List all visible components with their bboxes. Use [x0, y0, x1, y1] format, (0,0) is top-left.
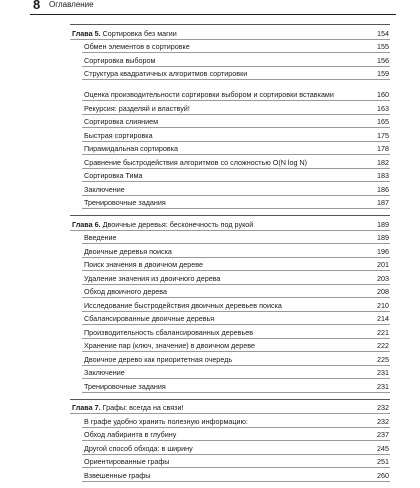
- toc-entry[interactable]: [82, 258, 390, 272]
- entry-page: 231: [377, 368, 389, 377]
- chapter-section: [70, 24, 390, 209]
- entry-page: 159: [377, 69, 389, 78]
- entry-title: В графе удобно хранить полезную информацию:: [84, 416, 248, 426]
- entry-page: 214: [377, 314, 389, 323]
- toc-entry[interactable]: [82, 80, 390, 101]
- entry-page: 165: [377, 117, 389, 126]
- entry-page: 245: [377, 443, 389, 453]
- chapter-label: Глава 7.: [72, 403, 101, 412]
- toc-entry[interactable]: [82, 128, 390, 142]
- entry-title: Тренировочные задания: [84, 381, 166, 391]
- toc-entry[interactable]: [82, 468, 390, 482]
- toc-entry[interactable]: [82, 366, 390, 380]
- entry-title: Обмен элементов в сортировке: [84, 42, 190, 51]
- page-header: [30, 0, 396, 15]
- toc-entry[interactable]: [82, 379, 390, 393]
- toc-entry[interactable]: [82, 115, 390, 129]
- entry-page: 251: [377, 457, 389, 466]
- entry-page: 222: [377, 341, 389, 350]
- chapter-name: Графы: всегда на связи!: [100, 403, 184, 412]
- entry-title: Обход двоичного дерева: [84, 287, 168, 296]
- entry-title: Сравнение быстродействия алгоритмов со сложностью O(N log N): [84, 157, 308, 167]
- entry-page: 187: [377, 198, 389, 207]
- toc-entry[interactable]: [82, 352, 390, 366]
- toc-entry[interactable]: [82, 455, 390, 469]
- entry-title: Взвешенные графы: [84, 470, 151, 480]
- entry-title: Обход лабиринта в глубину: [84, 430, 177, 439]
- chapter-name: Сортировка без магии: [100, 28, 177, 38]
- chapter-title: [70, 29, 367, 38]
- chapter-page: 154: [377, 28, 389, 38]
- toc-entry[interactable]: [82, 169, 390, 183]
- chapter-title: [70, 220, 367, 229]
- chapter-page: 189: [377, 219, 389, 229]
- entry-title: Двоичные деревья поиска: [84, 246, 172, 256]
- entry-title: Двоичное дерево как приоритетная очередь: [84, 354, 233, 364]
- entry-title: Структура квадратичных алгоритмов сортировки: [84, 69, 248, 78]
- toc-entry[interactable]: [82, 244, 390, 258]
- toc-entry[interactable]: [82, 339, 390, 353]
- entry-page: 183: [377, 171, 389, 180]
- entry-page: 175: [377, 130, 389, 140]
- entry-page: 201: [377, 260, 389, 269]
- entry-title: Сбалансированные двоичные деревья: [84, 314, 215, 323]
- toc-entry[interactable]: [82, 142, 390, 156]
- entry-page: 260: [377, 470, 389, 480]
- entry-page: 210: [377, 300, 389, 310]
- entry-title: Рекурсия: разделяй и властвуй!: [84, 103, 190, 113]
- entry-title: Пирамидальная сортировка: [84, 144, 179, 153]
- toc-entry[interactable]: [82, 414, 390, 428]
- entry-page: 156: [377, 55, 389, 65]
- entry-page: 163: [377, 103, 389, 113]
- page-number: 8: [33, 0, 41, 12]
- entry-page: 155: [377, 42, 389, 51]
- chapter-section: [70, 399, 390, 482]
- entry-title: Поиск значения в двоичном дереве: [84, 260, 203, 269]
- toc-entry[interactable]: [82, 53, 390, 67]
- toc-entry[interactable]: [82, 312, 390, 326]
- toc-entry[interactable]: [82, 67, 390, 81]
- entry-title: Исследование быстродействия двоичных деревьев поиска: [84, 300, 282, 310]
- entry-page: 208: [377, 287, 389, 296]
- chapter-page: 232: [377, 403, 389, 412]
- entry-page: 203: [377, 273, 389, 283]
- entry-title: Хранение пар (ключ, значение) в двоичном дереве: [84, 341, 255, 350]
- entry-title: Производительность сбалансированных деревьев: [84, 327, 254, 337]
- entry-title: Другой способ обхода: в ширину: [84, 443, 193, 453]
- toc-entry[interactable]: [82, 325, 390, 339]
- chapter-label: Глава 6.: [72, 219, 101, 229]
- toc-entry[interactable]: [82, 40, 390, 54]
- entry-page: 196: [377, 246, 389, 256]
- entry-page: 221: [377, 327, 389, 337]
- toc-entry[interactable]: [82, 231, 390, 245]
- entry-title: Сортировка выбором: [84, 55, 156, 65]
- chapter-title: [70, 403, 367, 412]
- toc-entry[interactable]: [82, 285, 390, 299]
- entry-title: Заключение: [84, 184, 125, 194]
- toc-entry[interactable]: [82, 196, 390, 210]
- chapter-label: Глава 5.: [72, 28, 101, 38]
- entry-title: Сортировка Тима: [84, 171, 143, 180]
- entry-title: Ориентированные графы: [84, 457, 170, 466]
- entry-title: Оценка производительности сортировки выбором и сортировки вставками: [84, 90, 334, 99]
- entry-page: 178: [377, 144, 389, 153]
- table-of-contents: [70, 24, 390, 488]
- entry-page: 231: [377, 381, 389, 391]
- entry-title: Заключение: [84, 368, 125, 377]
- entry-page: 237: [377, 430, 389, 439]
- running-title: Оглавление: [49, 0, 94, 9]
- chapter-name: Двоичные деревья: бесконечность под рукой: [100, 219, 254, 229]
- chapter-section: [70, 215, 390, 393]
- chapter-heading[interactable]: [70, 26, 390, 40]
- toc-entry[interactable]: [82, 182, 390, 196]
- toc-entry[interactable]: [82, 155, 390, 169]
- toc-entry[interactable]: [82, 101, 390, 115]
- toc-entry[interactable]: [82, 428, 390, 442]
- chapter-heading[interactable]: [70, 401, 390, 415]
- entry-page: 189: [377, 233, 389, 242]
- toc-entry[interactable]: [82, 271, 390, 285]
- entry-page: 160: [377, 90, 389, 99]
- entry-title: Сортировка слиянием: [84, 117, 159, 126]
- entry-title: Быстрая сортировка: [84, 130, 153, 140]
- entry-title: Тренировочные задания: [84, 198, 166, 207]
- chapter-heading[interactable]: [70, 217, 390, 231]
- entry-page: 182: [377, 157, 389, 167]
- entry-title: Введение: [84, 233, 117, 242]
- toc-entry[interactable]: [82, 441, 390, 455]
- entry-page: 225: [377, 354, 389, 364]
- toc-entry[interactable]: [82, 298, 390, 312]
- entry-page: 232: [377, 416, 389, 426]
- entry-page: 186: [377, 184, 389, 194]
- entry-title: Удаление значения из двоичного дерева: [84, 273, 221, 283]
